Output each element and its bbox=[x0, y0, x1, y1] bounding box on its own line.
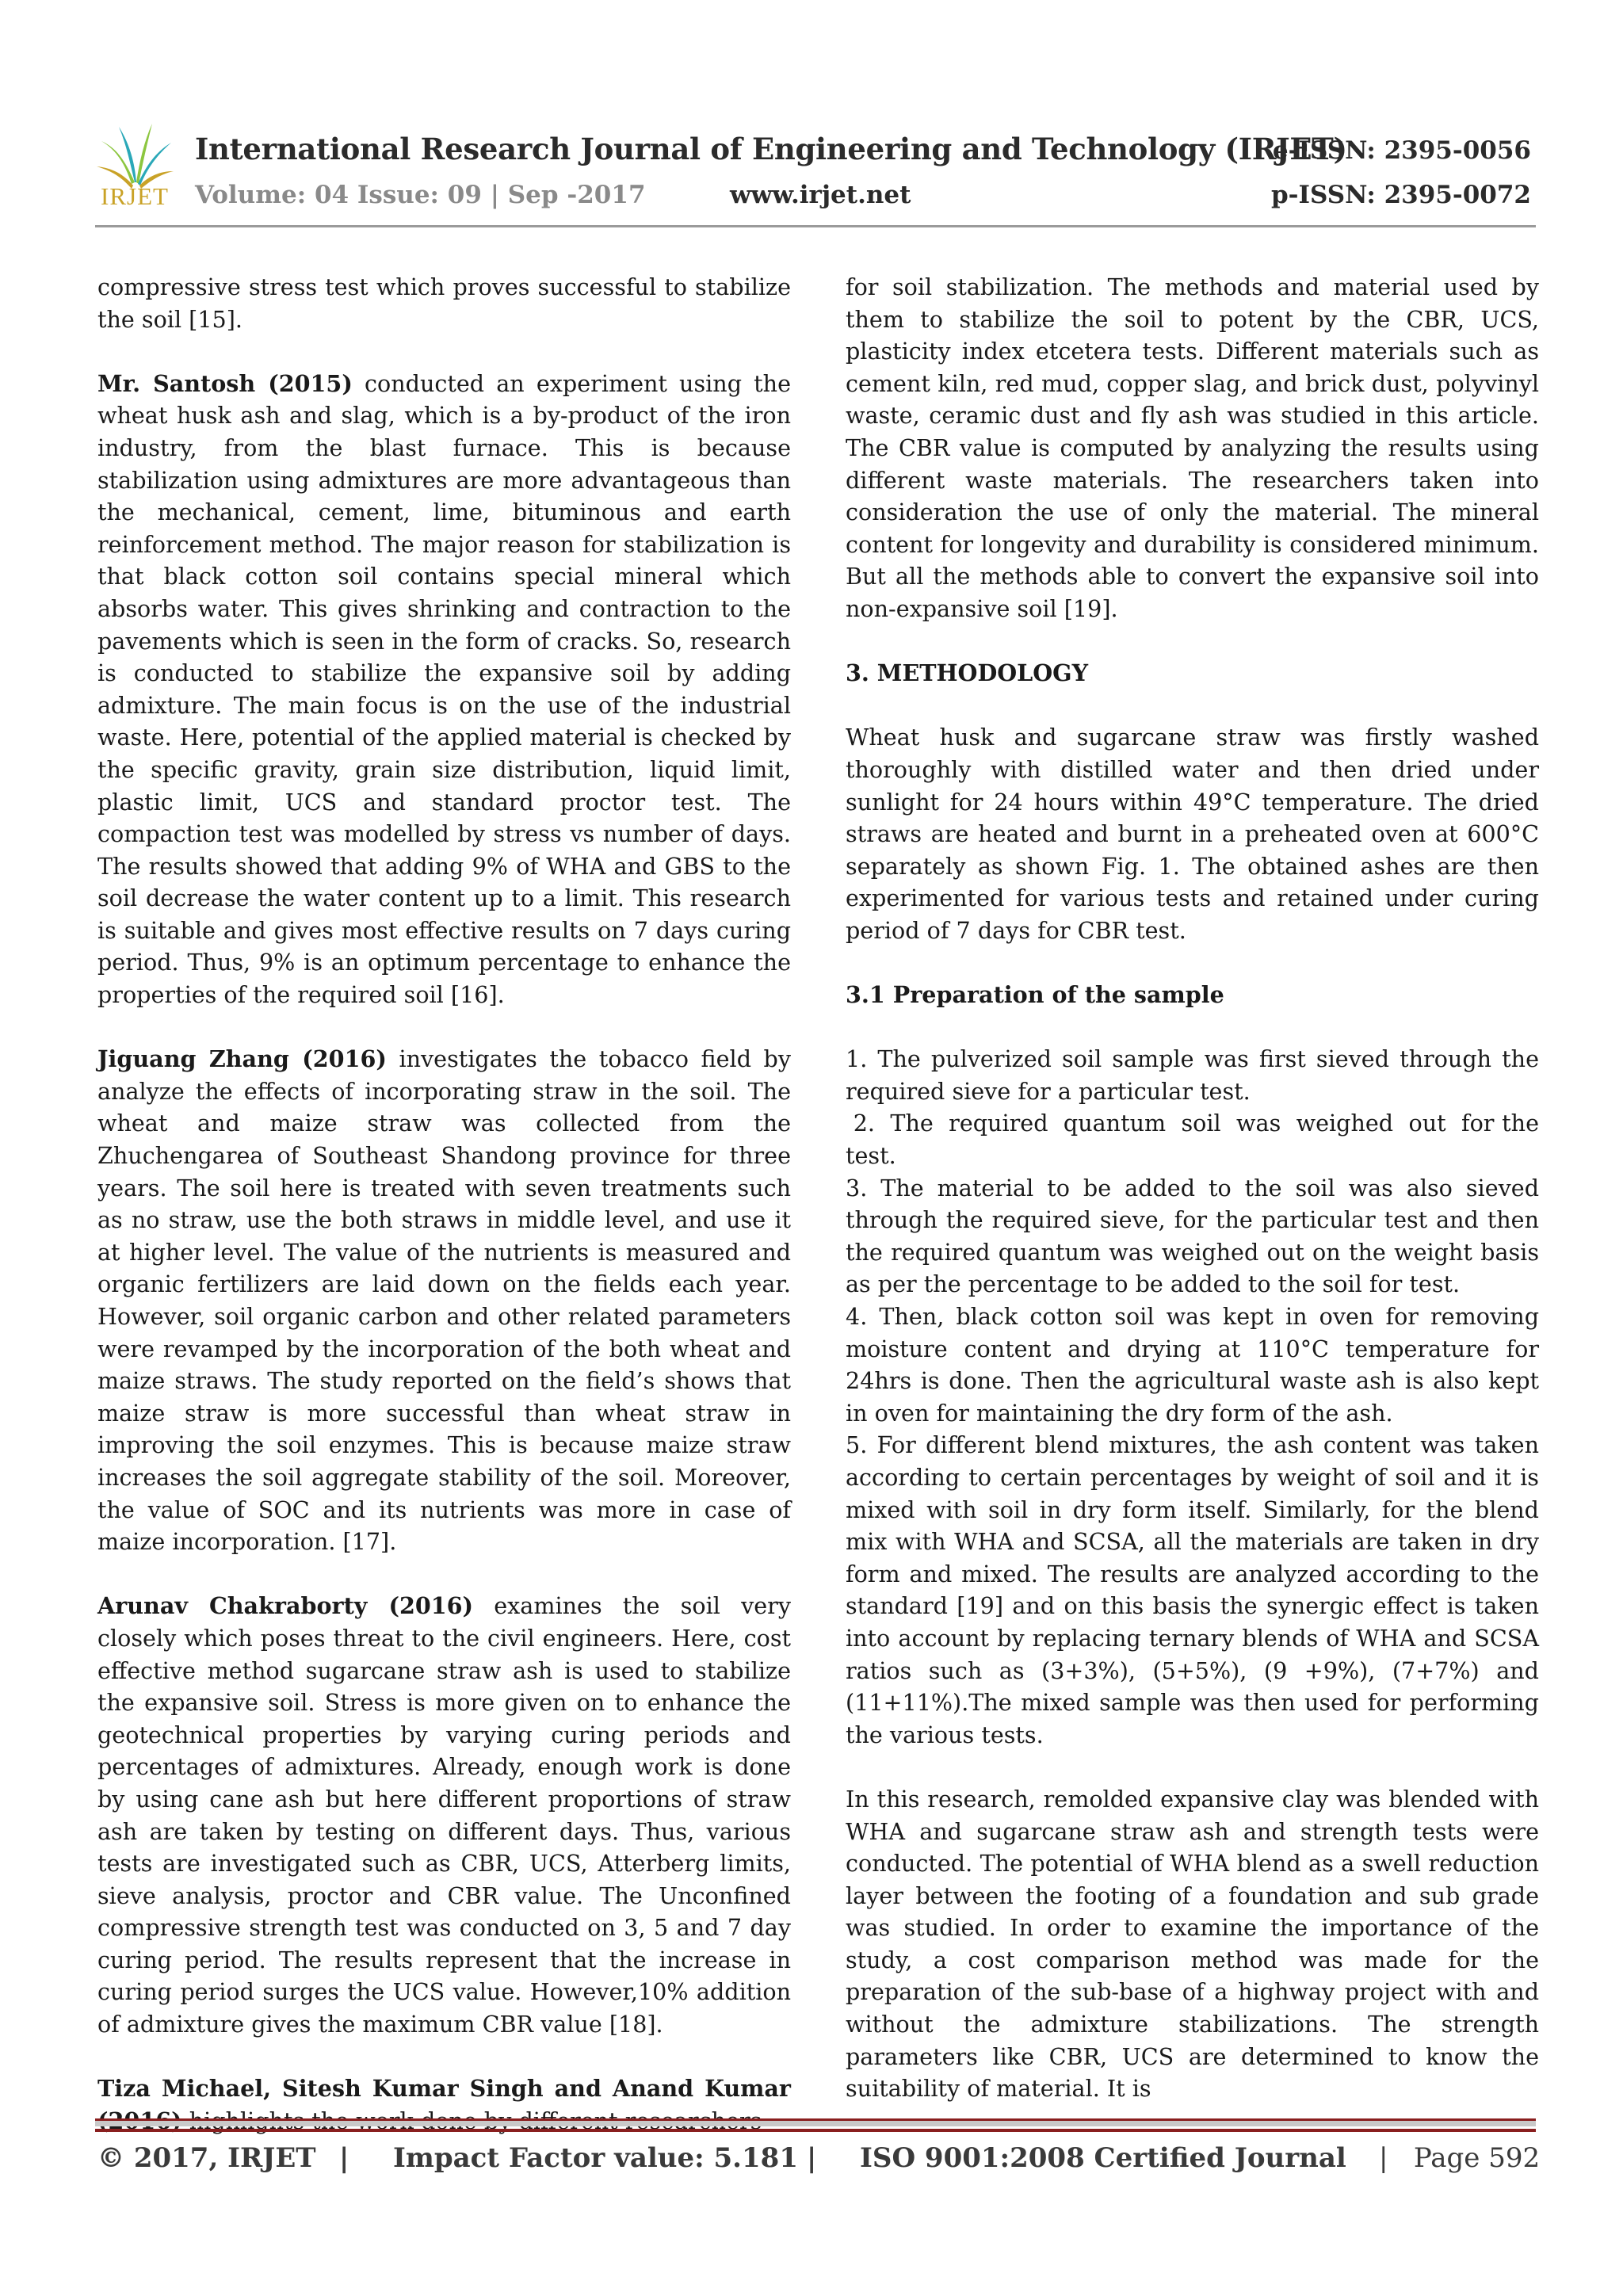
paragraph-michael bbox=[97, 2073, 791, 2137]
impact-factor: Impact Factor value: 5.181 bbox=[393, 2142, 798, 2174]
volume-issue: Volume: 04 Issue: 09 | Sep -2017 bbox=[195, 181, 646, 209]
footer-separator: | bbox=[807, 2142, 817, 2174]
author-name: Tiza Michael, Sitesh Kumar Singh and Anand Kumar bbox=[97, 2075, 791, 2103]
e-issn: e-ISSN: 2395-0056 bbox=[1272, 136, 1531, 165]
section-heading-methodology: 3. METHODOLOGY bbox=[846, 659, 1089, 687]
author-name: Jiguang Zhang (2016) bbox=[97, 1045, 387, 1073]
journal-website-link[interactable]: www.irjet.net bbox=[730, 181, 911, 209]
header-divider bbox=[95, 225, 1536, 227]
copyright: © 2017, IRJET bbox=[97, 2142, 316, 2174]
iso-certification: ISO 9001:2008 Certified Journal bbox=[860, 2142, 1346, 2174]
paragraph-body: investigates the tobacco field by analyze the effects of incorporating straw in the soil. The wheat and maize straw was collected from the Zhuchengarea of Southeast Shandong province for three years. The soil here is treated with seven treatments such as no straw, use the both straws in middle level, and use it at higher level. The value of the nutrients is measured and organic fertilizers are laid down on the fields each year. However, soil organic carbon and other related parameters were revamped by the incorporation of the both wheat and maize straws. The study reported on the field’s shows that maize straw is more successful than wheat straw in improving the soil enzymes. This is because maize straw increases the soil aggregate stability of the soil. Moreover, the value of SOC and its nutrients was more in case of maize incorporation. [17]. bbox=[97, 1045, 791, 1556]
paragraph-body: examines the soil very closely which poses threat to the civil engineers. Here, cost effective method sugarcane straw ash is used to stabilize the expansive soil. Stress is more given on to enhance the geotechnical properties by varying curing periods and percentages of admixtures. Already, enough work is done by using cane ash but here different proportions of straw ash are taken by testing on different days. Thus, various tests are investigated such as CBR, UCS, Atterberg limits, sieve analysis, proctor and CBR value. The Unconfined compressive strength test was conducted on 3, 5 and 7 day curing period. The results represent that the increase in curing period surges the UCS value. However,10% addition of admixture gives the maximum CBR value [18]. bbox=[97, 1592, 791, 2038]
left-column bbox=[97, 271, 791, 2137]
paragraph-santosh bbox=[97, 368, 791, 1011]
paragraph: for soil stabilization. The methods and material used by them to stabilize the soil to potent by the CBR, UCS, plasticity index etcetera tests. Different materials such as cement kiln, red mud, copper slag, and brick dust, polyvinyl waste, ceramic dust and fly ash was studied in this article. The CBR value is computed by analyzing the results using different waste materials. The researchers taken into consideration the use of only the material. The mineral content for longevity and durability is considered minimum. But all the methods able to convert the expansive soil into non-expansive soil [19]. bbox=[846, 273, 1539, 622]
p-issn: p-ISSN: 2395-0072 bbox=[1270, 181, 1531, 209]
list-item: 5. For different blend mixtures, the ash content was taken according to certain percentages by weight of soil and it is mixed with soil in dry form itself. Similarly, for the blend mix with WHA and SCSA, all the materials are taken in dry form and mixed. The results are analyzed according to the standard [19] and on this basis the synergic effect is taken into account by replacing ternary blends of WHA and SCSA ratios such as (3+3%), (5+5%), (9 +9%), (7+7%) and (11+11%).The mixed sample was then used for performing the various tests. bbox=[846, 1431, 1539, 1748]
list-item: 3. The material to be added to the soil was also sieved through the required sieve, for the particular test and then the required quantum was weighed out on the weight basis as per the percentage to be added to the soil for test. bbox=[846, 1174, 1539, 1298]
paragraph-body: conducted an experiment using the wheat husk ash and slag, which is a by-product of the iron industry, from the blast furnace. This is because stabilization using admixtures are more advantageous than the mechanical, cement, lime, bituminous and earth reinforcement method. The major reason for stabilization is that black cotton soil contains special mineral which absorbs water. This gives shrinking and contraction to the pavements which is seen in the form of cracks. So, research is conducted to stabilize the expansive soil by adding admixture. The main focus is on the use of the industrial waste. Here, potential of the applied material is checked by the specific gravity, grain size distribution, liquid limit, plastic limit, UCS and standard proctor test. The compaction test was modelled by stress vs number of days. The results showed that adding 9% of WHA and GBS to the soil decrease the water content up to a limit. This research is suitable and gives most effective results on 7 days curing period. Thus, 9% is an optimum percentage to enhance the properties of the required soil [16]. bbox=[97, 369, 791, 1009]
footer-divider bbox=[95, 2118, 1536, 2126]
page-footer bbox=[95, 2142, 1541, 2180]
author-name: Arunav Chakraborty (2016) bbox=[97, 1592, 474, 1620]
journal-title: International Research Journal of Engineering and Technology (IRJET) bbox=[195, 132, 1347, 166]
paragraph: In this research, remolded expansive clay was blended with WHA and sugarcane straw ash and strength tests were conducted. The potential of WHA blend as a swell reduction layer between the footing of a foundation and sub grade was studied. In order to examine the importance of the study, a cost comparison method was made for the preparation of the sub-base of a highway project with and without the admixture stabilizations. The strength parameters like CBR, UCS are determined to know the suitability of material. It is bbox=[846, 1785, 1539, 2103]
list-item: 2. The required quantum soil was weighed out for the test. bbox=[846, 1110, 1547, 1170]
paragraph-chakraborty bbox=[97, 1590, 791, 2040]
paragraph: compressive stress test which proves successful to stabilize the soil [15]. bbox=[97, 273, 791, 333]
right-column bbox=[846, 271, 1547, 2105]
list-item: 4. Then, black cotton soil was kept in oven for removing moisture content and drying at 110°C temperature for 24hrs is done. Then the agricultural waste ash is also kept in oven for maintaining the dry form of the ash. bbox=[846, 1303, 1539, 1427]
paragraph: Wheat husk and sugarcane straw was firstly washed thoroughly with distilled water and then dried under sunlight for 24 hours within 49°C temperature. The dried straws are heated and burnt in a preheated oven at 600°C separately as shown Fig. 1. The obtained ashes are then experimented for various tests and retained under curing period of 7 days for CBR test. bbox=[846, 724, 1539, 944]
footer-divider-accent bbox=[95, 2129, 1536, 2132]
list-item: 1. The pulverized soil sample was first sieved through the required sieve for a particular test. bbox=[846, 1045, 1539, 1105]
page-number: | Page 592 bbox=[1379, 2142, 1541, 2174]
subsection-heading-preparation: 3.1 Preparation of the sample bbox=[846, 981, 1224, 1009]
paragraph-zhang bbox=[97, 1043, 791, 1558]
logo-wordmark: IRJET bbox=[101, 182, 169, 210]
footer-separator: | bbox=[339, 2142, 349, 2174]
author-name: Mr. Santosh (2015) bbox=[97, 369, 353, 397]
